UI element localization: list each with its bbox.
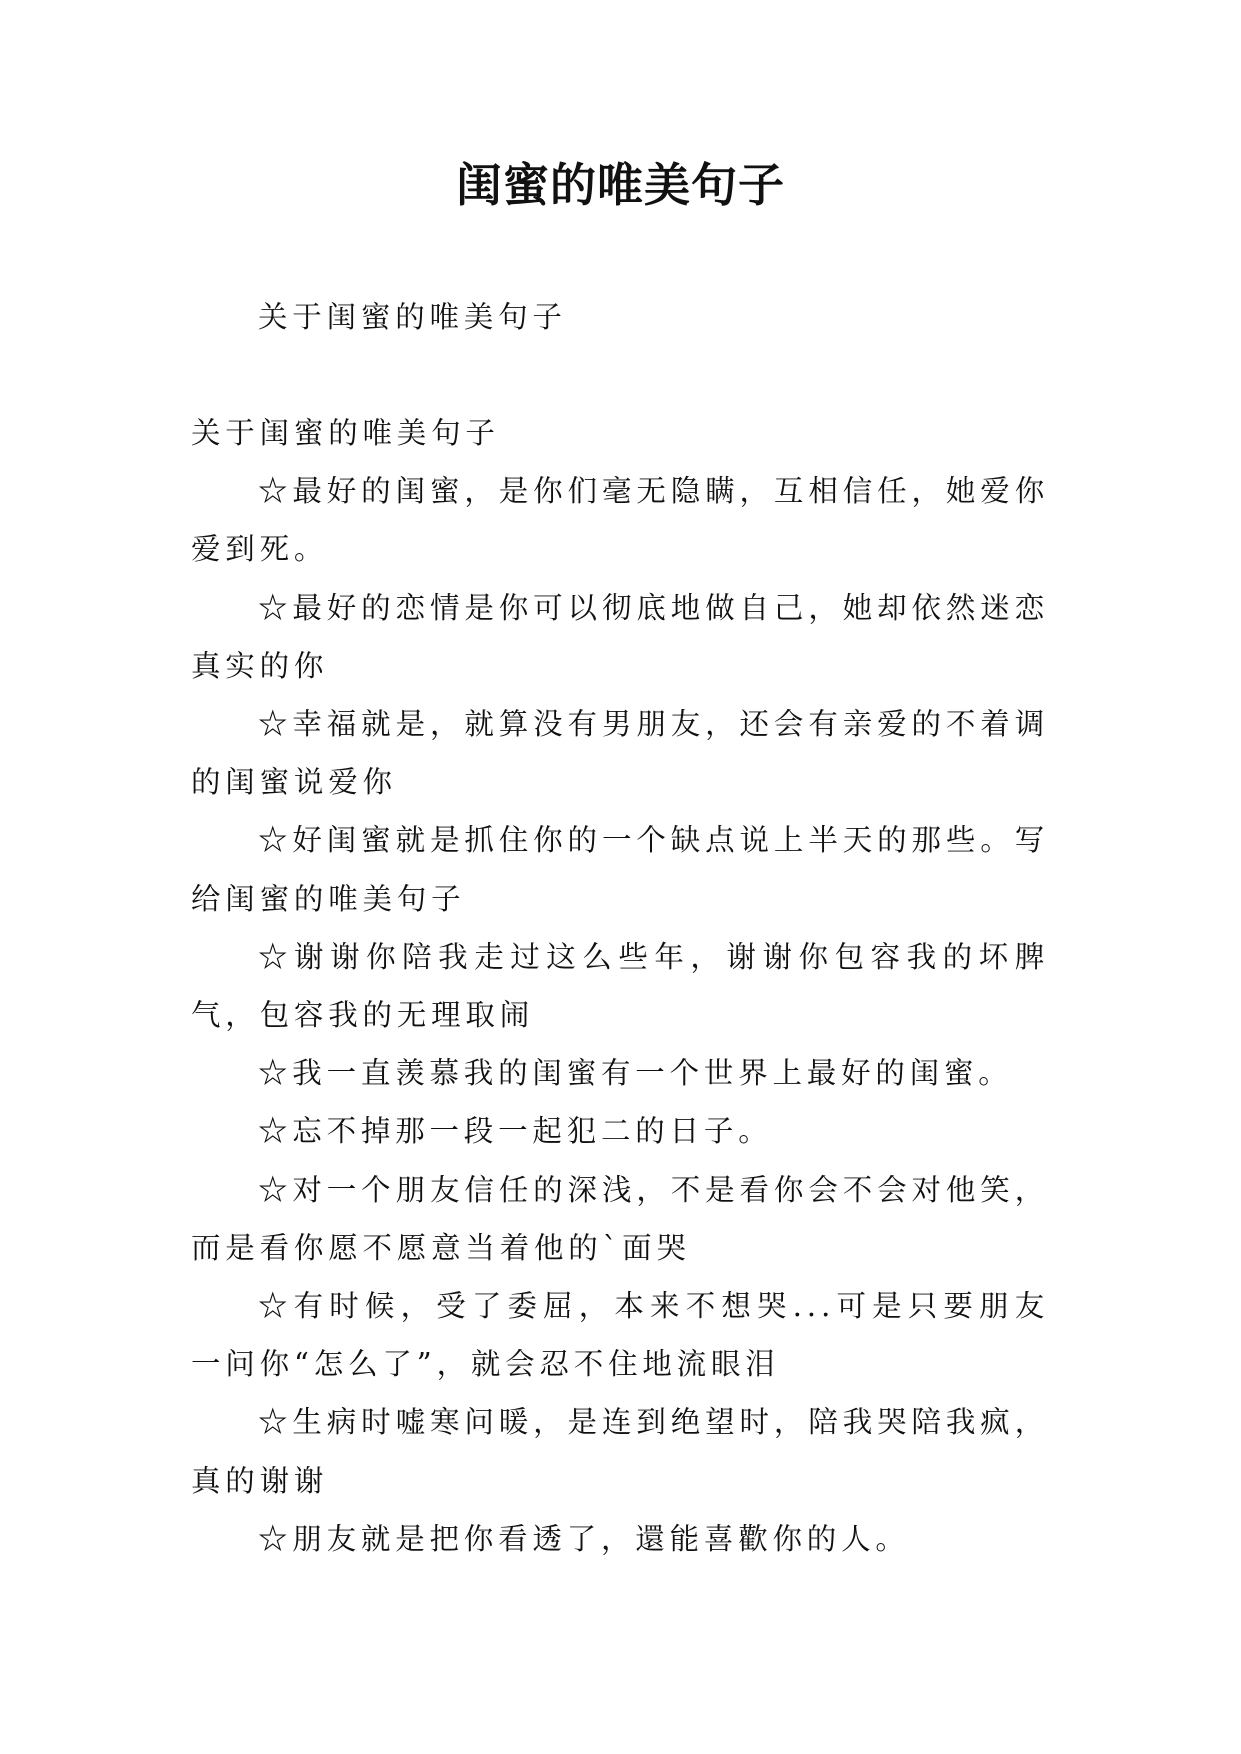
paragraph: ☆幸福就是，就算没有男朋友，还会有亲爱的不着调的闺蜜说爱你	[191, 707, 1049, 800]
paragraph: ☆有时候，受了委屈，本来不想哭...可是只要朋友一问你“怎么了”，就会忍不住地流眼泪	[191, 1289, 1049, 1382]
document-body	[191, 288, 1049, 1568]
document-title: 闺蜜的唯美句子	[456, 158, 785, 212]
paragraph: ☆最好的闺蜜，是你们毫无隐瞒，互相信任，她爱你爱到死。	[191, 474, 1049, 567]
paragraph: ☆对一个朋友信任的深浅，不是看你会不会对他笑，而是看你愿不愿意当着他的`面哭	[191, 1172, 1049, 1265]
paragraph: ☆谢谢你陪我走过这么些年，谢谢你包容我的坏脾气，包容我的无理取闹	[191, 939, 1049, 1033]
paragraph: ☆我一直羡慕我的闺蜜有一个世界上最好的闺蜜。	[258, 1056, 1013, 1091]
paragraph: ☆忘不掉那一段一起犯二的日子。	[258, 1114, 773, 1149]
paragraph: ☆朋友就是把你看透了，還能喜歡你的人。	[258, 1521, 910, 1556]
document-subtitle: 关于闺蜜的唯美句子	[258, 300, 567, 334]
paragraph: ☆好闺蜜就是抓住你的一个缺点说上半天的那些。写给闺蜜的唯美句子	[191, 823, 1049, 916]
section-heading: 关于闺蜜的唯美句子	[191, 416, 500, 450]
paragraph: ☆生病时嘘寒问暖，是连到绝望时，陪我哭陪我疯，真的谢谢	[191, 1405, 1049, 1498]
paragraph: ☆最好的恋情是你可以彻底地做自己，她却依然迷恋真实的你	[191, 590, 1049, 683]
